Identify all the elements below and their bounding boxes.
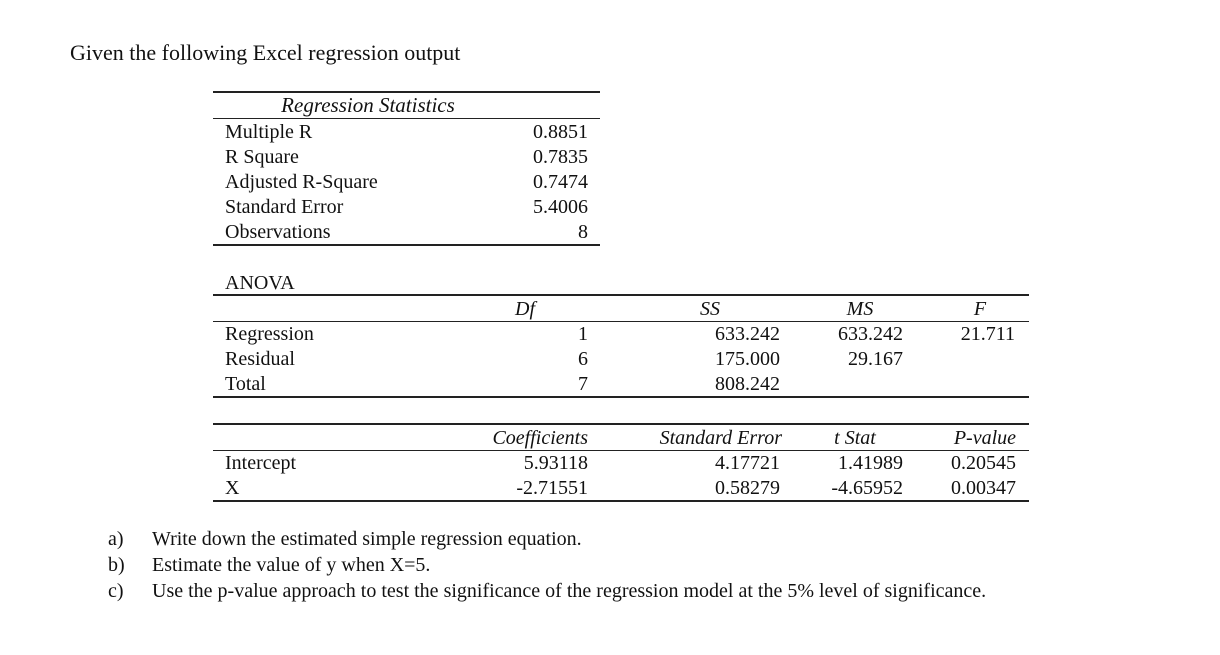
stat-label: Adjusted R-Square bbox=[225, 171, 378, 193]
anova-cell-ms: 29.167 bbox=[848, 348, 903, 370]
coef-cell-coefficient: 5.93118 bbox=[523, 452, 588, 474]
question-item bbox=[108, 578, 1138, 604]
coef-header-p-value: P-value bbox=[953, 427, 1016, 449]
question-item bbox=[108, 552, 1138, 578]
stat-value: 5.4006 bbox=[533, 196, 588, 218]
table-rule bbox=[213, 396, 1029, 398]
anova-row-label: Regression bbox=[225, 323, 314, 345]
anova-cell-f: 21.711 bbox=[960, 323, 1015, 345]
stat-value: 0.7835 bbox=[533, 146, 588, 168]
table-rule bbox=[213, 244, 600, 246]
anova-row-label: Total bbox=[225, 373, 266, 395]
coef-header-standard-error: Standard Error bbox=[659, 427, 782, 449]
anova-header-ss: SS bbox=[700, 298, 720, 320]
question-item bbox=[108, 526, 1138, 552]
anova-header-ms: MS bbox=[846, 298, 874, 320]
coef-cell-standard-error: 0.58279 bbox=[715, 477, 780, 499]
coef-cell-standard-error: 4.17721 bbox=[715, 452, 780, 474]
question-text: Write down the estimated simple regression equation. bbox=[152, 528, 582, 550]
table-rule bbox=[213, 118, 600, 119]
anova-cell-ss: 633.242 bbox=[715, 323, 780, 345]
question-letter: c) bbox=[108, 580, 124, 602]
coef-cell-p-value: 0.00347 bbox=[951, 477, 1016, 499]
stat-value: 0.7474 bbox=[533, 171, 588, 193]
stat-label: Multiple R bbox=[225, 121, 313, 143]
coef-cell-coefficient: -2.71551 bbox=[516, 477, 588, 499]
question-letter: b) bbox=[108, 554, 125, 576]
anova-cell-df: 1 bbox=[578, 323, 588, 345]
table-rule bbox=[213, 321, 1029, 322]
question-text: Estimate the value of y when X=5. bbox=[152, 554, 431, 576]
anova-cell-df: 6 bbox=[578, 348, 588, 370]
anova-cell-ms: 633.242 bbox=[838, 323, 903, 345]
anova-title: ANOVA bbox=[225, 272, 295, 294]
coef-cell-t-stat: 1.41989 bbox=[838, 452, 903, 474]
stat-label: Standard Error bbox=[225, 196, 344, 218]
stat-label: R Square bbox=[225, 146, 299, 168]
anova-cell-ss: 808.242 bbox=[715, 373, 780, 395]
intro-text: Given the following Excel regression output bbox=[70, 40, 461, 65]
table-rule bbox=[213, 450, 1029, 451]
coef-row-label: X bbox=[225, 477, 240, 499]
question-text: Use the p-value approach to test the significance of the regression model at the 5% level of significance. bbox=[152, 580, 987, 602]
table-rule bbox=[213, 294, 1029, 296]
table-rule bbox=[213, 500, 1029, 502]
coef-row-label: Intercept bbox=[225, 452, 297, 474]
stat-value: 0.8851 bbox=[533, 121, 588, 143]
anova-header-f: F bbox=[973, 298, 987, 320]
anova-cell-ss: 175.000 bbox=[715, 348, 780, 370]
coef-header-coefficients: Coefficients bbox=[492, 427, 588, 449]
question-letter: a) bbox=[108, 528, 124, 550]
anova-cell-df: 7 bbox=[578, 373, 588, 395]
table-rule bbox=[213, 423, 1029, 425]
question-list bbox=[108, 526, 1138, 604]
stat-value: 8 bbox=[578, 221, 588, 243]
stat-label: Observations bbox=[225, 221, 331, 243]
anova-header-df: Df bbox=[515, 298, 535, 320]
coef-header-t-stat: t Stat bbox=[834, 427, 876, 449]
coef-cell-p-value: 0.20545 bbox=[951, 452, 1016, 474]
coef-cell-t-stat: -4.65952 bbox=[831, 477, 903, 499]
regression-statistics-title: Regression Statistics bbox=[281, 93, 455, 117]
anova-row-label: Residual bbox=[225, 348, 295, 370]
